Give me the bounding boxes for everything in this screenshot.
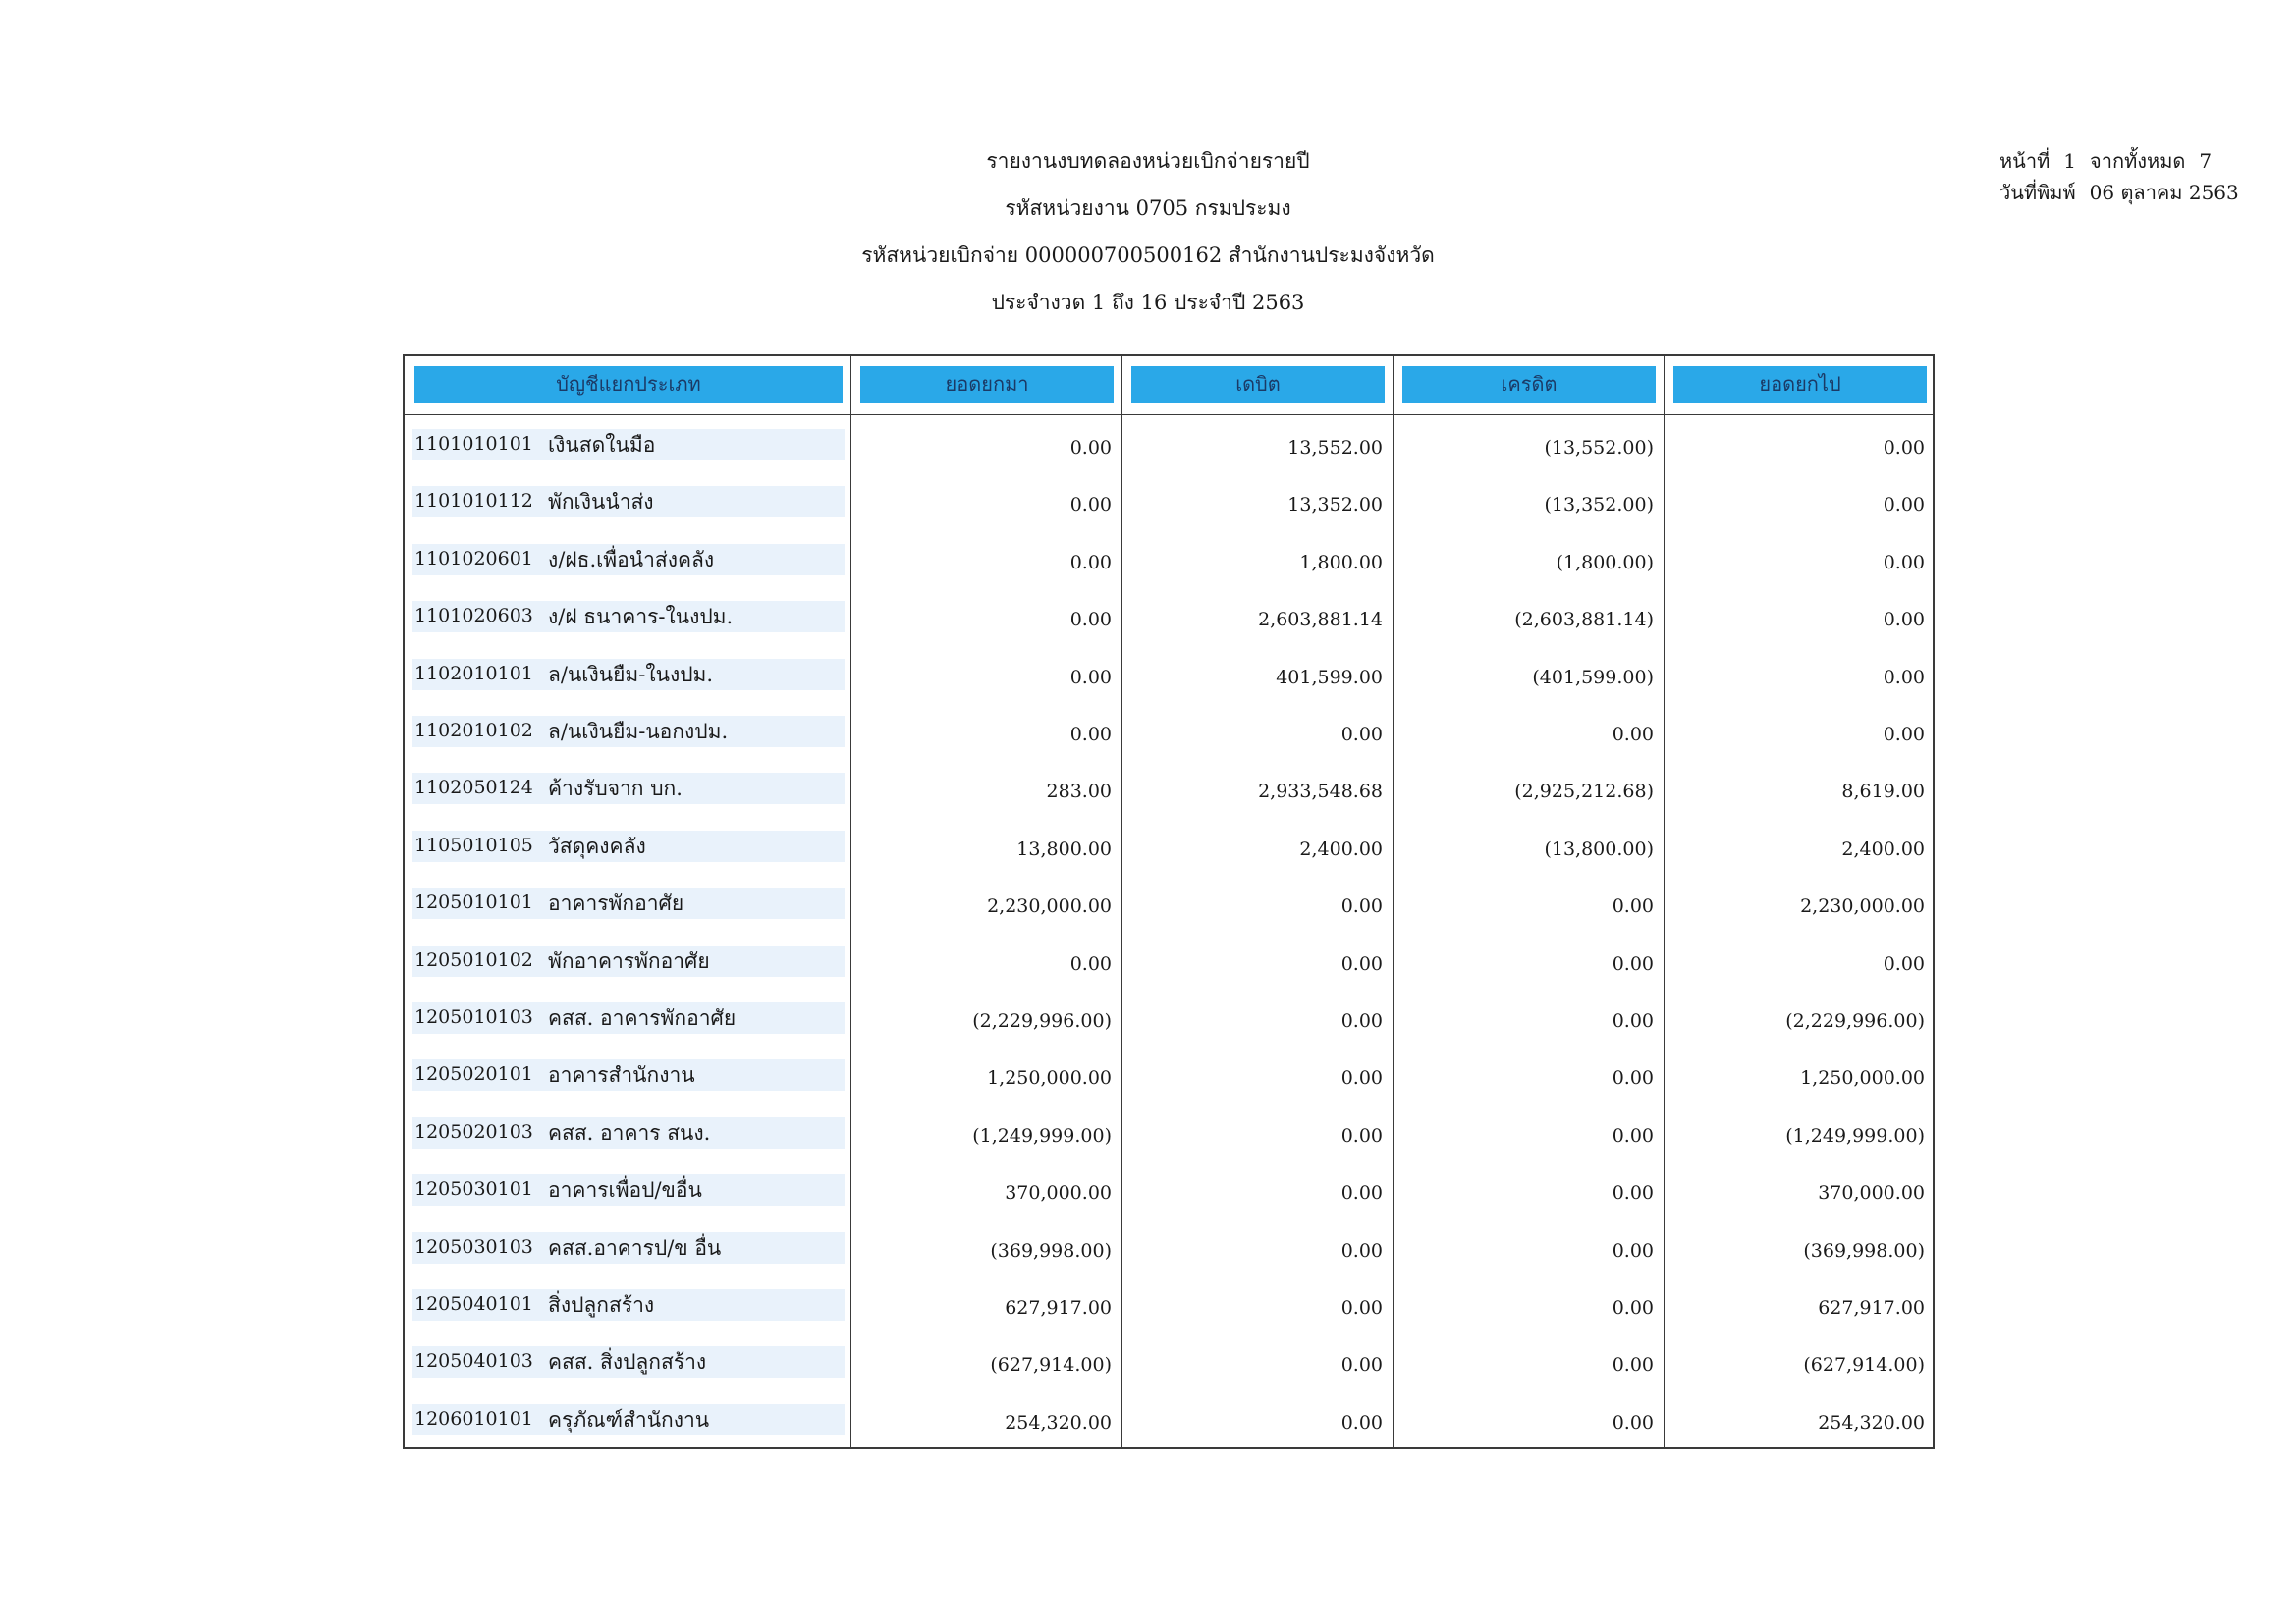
carried-forward-value: (2,229,996.00) [1785, 1010, 1925, 1032]
brought-forward-value: 1,250,000.00 [987, 1067, 1112, 1090]
credit-value: (2,603,881.14) [1514, 609, 1654, 631]
table-row [405, 1275, 1933, 1332]
table-row [405, 645, 1933, 702]
table-row [405, 1104, 1933, 1161]
carried-forward-value: 0.00 [1883, 609, 1925, 631]
brought-forward-value: 0.00 [1069, 551, 1112, 573]
debit-value: 13,552.00 [1287, 437, 1383, 459]
column-header-account: บัญชีแยกประเภท [414, 366, 843, 403]
print-date-label: วันที่พิมพ์ [1999, 181, 2076, 204]
account-code: 1101020603 [414, 605, 533, 627]
account-code: 1102050124 [414, 777, 533, 799]
account-code: 1205030101 [414, 1178, 533, 1201]
credit-value: (13,800.00) [1544, 838, 1654, 860]
account-code: 1205020101 [414, 1063, 533, 1086]
table-row [405, 1390, 1933, 1447]
account-name: คสส. อาคารพักอาศัย [548, 1006, 737, 1030]
table-row [405, 530, 1933, 587]
report-title: รายงานงบทดลองหน่วยเบิกจ่ายรายปี [986, 149, 1310, 173]
credit-value: 0.00 [1612, 952, 1654, 975]
credit-value: (1,800.00) [1556, 551, 1654, 573]
page-counter [1999, 145, 2253, 177]
account-name: ล/นเงินยืม-ในงปม. [548, 662, 714, 686]
column-header-carried-forward: ยอดยกไป [1673, 366, 1927, 403]
carried-forward-value: 8,619.00 [1841, 781, 1925, 803]
carried-forward-value: 0.00 [1883, 666, 1925, 688]
credit-value: 0.00 [1612, 1297, 1654, 1319]
account-name: วัสดุคงคลัง [548, 834, 646, 858]
table-row [405, 759, 1933, 816]
account-code: 1205030103 [414, 1235, 533, 1258]
account-code: 1205010102 [414, 948, 533, 971]
account-code: 1205020103 [414, 1120, 533, 1143]
debit-value: 401,599.00 [1276, 666, 1383, 688]
print-date-line [1999, 177, 2253, 208]
trial-balance-table [403, 354, 1935, 1449]
page-info [1999, 145, 2253, 208]
brought-forward-value: 0.00 [1069, 437, 1112, 459]
account-code: 1205040103 [414, 1350, 533, 1373]
brought-forward-value: 0.00 [1069, 494, 1112, 516]
carried-forward-value: (369,998.00) [1803, 1239, 1925, 1262]
account-name: ง/ฝ ธนาคาร-ในงปม. [548, 605, 734, 629]
account-name: ค้างรับจาก บก. [548, 777, 683, 801]
table-row [405, 932, 1933, 989]
report-titles [0, 137, 2296, 326]
brought-forward-value: 370,000.00 [1005, 1182, 1112, 1205]
account-name: พักเงินนำส่ง [548, 490, 654, 514]
carried-forward-value: 0.00 [1883, 724, 1925, 745]
total-pages: 7 [2199, 149, 2213, 173]
carried-forward-value: 0.00 [1883, 494, 1925, 516]
table-row [405, 1161, 1933, 1217]
credit-value: 0.00 [1612, 1182, 1654, 1205]
account-name: อาคารเพื่อป/ขอื่น [548, 1178, 702, 1203]
table-row [405, 1046, 1933, 1103]
carried-forward-value: 0.00 [1883, 437, 1925, 459]
table-row [405, 472, 1933, 529]
account-name: พักอาคารพักอาศัย [548, 948, 710, 973]
account-code: 1102010101 [414, 662, 533, 684]
account-code: 1206010101 [414, 1407, 533, 1430]
account-name: ครุภัณฑ์สำนักงาน [548, 1407, 710, 1432]
table-row [405, 1332, 1933, 1389]
credit-value: (401,599.00) [1532, 666, 1654, 688]
account-name: ง/ฝธ.เพื่อนำส่งคลัง [548, 547, 715, 571]
account-code: 1205010101 [414, 892, 533, 914]
credit-value: 0.00 [1612, 1411, 1654, 1434]
table-row [405, 415, 1933, 472]
credit-value: 0.00 [1612, 1067, 1654, 1090]
table-row [405, 1218, 1933, 1275]
debit-value: 2,603,881.14 [1258, 609, 1383, 631]
debit-value: 0.00 [1340, 1067, 1383, 1090]
account-name: อาคารสำนักงาน [548, 1063, 695, 1088]
debit-value: 0.00 [1340, 895, 1383, 918]
brought-forward-value: (2,229,996.00) [972, 1010, 1112, 1032]
account-code: 1101020601 [414, 547, 533, 569]
debit-value: 2,400.00 [1299, 838, 1383, 860]
account-code: 1101010101 [414, 433, 533, 455]
account-code: 1205010103 [414, 1006, 533, 1028]
carried-forward-value: 627,917.00 [1818, 1297, 1925, 1319]
disbursement-unit-line: รหัสหน่วยเบิกจ่าย 000000700500162 สำนักงานประมงจังหวัด [861, 243, 1435, 267]
carried-forward-value: 2,400.00 [1841, 838, 1925, 860]
agency-line: รหัสหน่วยงาน 0705 กรมประมง [1005, 196, 1291, 220]
credit-value: (13,552.00) [1544, 437, 1654, 459]
credit-value: 0.00 [1612, 724, 1654, 745]
carried-forward-value: 2,230,000.00 [1800, 895, 1925, 918]
account-code: 1101010112 [414, 490, 533, 513]
credit-value: (13,352.00) [1544, 494, 1654, 516]
account-name: สิ่งปลูกสร้าง [548, 1293, 655, 1317]
brought-forward-value: 2,230,000.00 [987, 895, 1112, 918]
table-row [405, 817, 1933, 874]
brought-forward-value: (369,998.00) [990, 1239, 1112, 1262]
debit-value: 0.00 [1340, 952, 1383, 975]
account-name: คสส.อาคารป/ข อื่น [548, 1235, 722, 1260]
debit-value: 0.00 [1340, 1411, 1383, 1434]
column-header-credit: เครดิต [1402, 366, 1656, 403]
table-row [405, 702, 1933, 759]
account-name: อาคารพักอาศัย [548, 892, 684, 916]
account-code: 1105010105 [414, 834, 533, 856]
credit-value: 0.00 [1612, 1124, 1654, 1147]
debit-value: 0.00 [1340, 1297, 1383, 1319]
credit-value: 0.00 [1612, 895, 1654, 918]
carried-forward-value: (1,249,999.00) [1785, 1124, 1925, 1147]
brought-forward-value: 0.00 [1069, 724, 1112, 745]
print-date: 06 ตุลาคม 2563 [2089, 181, 2239, 204]
account-code: 1102010102 [414, 720, 533, 741]
credit-value: 0.00 [1612, 1239, 1654, 1262]
carried-forward-value: (627,914.00) [1803, 1354, 1925, 1377]
debit-value: 0.00 [1340, 1124, 1383, 1147]
carried-forward-value: 1,250,000.00 [1800, 1067, 1925, 1090]
debit-value: 0.00 [1340, 724, 1383, 745]
table-row [405, 587, 1933, 644]
account-name: คสส. สิ่งปลูกสร้าง [548, 1350, 707, 1375]
brought-forward-value: (627,914.00) [990, 1354, 1112, 1377]
account-code: 1205040101 [414, 1293, 533, 1315]
account-name: คสส. อาคาร สนง. [548, 1120, 711, 1145]
page-number: 1 [2063, 149, 2077, 173]
table-row [405, 874, 1933, 931]
brought-forward-value: 0.00 [1069, 952, 1112, 975]
debit-value: 0.00 [1340, 1239, 1383, 1262]
carried-forward-value: 370,000.00 [1818, 1182, 1925, 1205]
carried-forward-value: 254,320.00 [1818, 1411, 1925, 1434]
credit-value: (2,925,212.68) [1514, 781, 1654, 803]
table-row [405, 989, 1933, 1046]
brought-forward-value: 0.00 [1069, 666, 1112, 688]
debit-value: 13,352.00 [1287, 494, 1383, 516]
debit-value: 0.00 [1340, 1182, 1383, 1205]
debit-value: 2,933,548.68 [1258, 781, 1383, 803]
page-label: หน้าที่ [1999, 149, 2050, 173]
period-line: ประจำงวด 1 ถึง 16 ประจำปี 2563 [991, 291, 1305, 314]
brought-forward-value: 13,800.00 [1016, 838, 1112, 860]
debit-value: 0.00 [1340, 1010, 1383, 1032]
column-header-debit: เดบิต [1131, 366, 1385, 403]
debit-value: 0.00 [1340, 1354, 1383, 1377]
brought-forward-value: 0.00 [1069, 609, 1112, 631]
column-header-brought-forward: ยอดยกมา [860, 366, 1114, 403]
credit-value: 0.00 [1612, 1354, 1654, 1377]
total-label: จากทั้งหมด [2090, 149, 2186, 173]
brought-forward-value: 627,917.00 [1005, 1297, 1112, 1319]
brought-forward-value: 254,320.00 [1005, 1411, 1112, 1434]
brought-forward-value: (1,249,999.00) [972, 1124, 1112, 1147]
account-name: เงินสดในมือ [548, 433, 656, 457]
credit-value: 0.00 [1612, 1010, 1654, 1032]
account-name: ล/นเงินยืม-นอกงปม. [548, 720, 729, 743]
brought-forward-value: 283.00 [1046, 781, 1112, 803]
carried-forward-value: 0.00 [1883, 551, 1925, 573]
debit-value: 1,800.00 [1299, 551, 1383, 573]
carried-forward-value: 0.00 [1883, 952, 1925, 975]
